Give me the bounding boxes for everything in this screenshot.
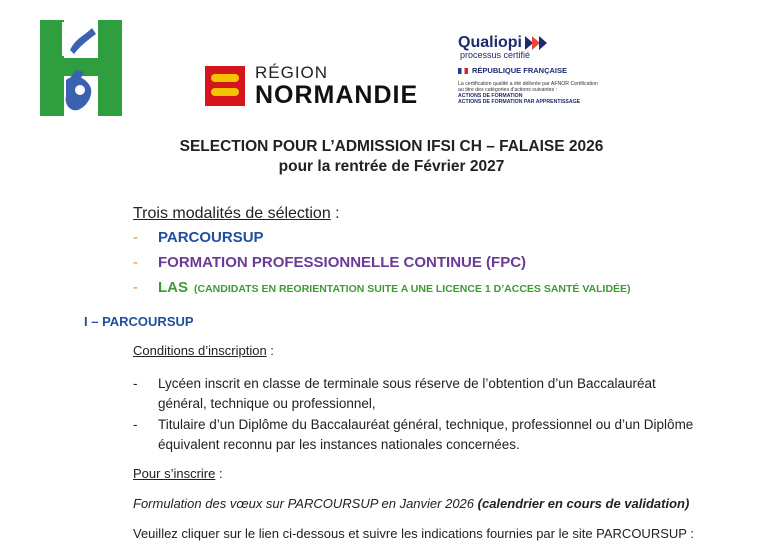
section-title-parcoursup: I – PARCOURSUP (84, 314, 194, 329)
modality-label: FORMATION PROFESSIONNELLE CONTINUE (FPC) (158, 254, 527, 271)
qualiopi-arrow-icon (525, 36, 547, 50)
modality-item-fpc: - FORMATION PROFESSIONNELLE CONTINUE (FPC) (133, 254, 527, 271)
qualiopi-subtitle: processus certifié (460, 50, 531, 60)
modality-item-las: - LAS (CANDIDATS EN REORIENTATION SUITE A UNE LICENCE 1 D’ACCES SANTÉ VALIDÉE) (133, 279, 631, 296)
list-item-text: Titulaire d’un Diplôme du Baccalauréat général, technique, professionnel ou d’un Diplôme équivalent reconnu par les instances nationales concernées. (158, 417, 694, 452)
list-item: - Lycéen inscrit en classe de terminale sous réserve de l’obtention d’un Baccalauréat général, technique ou professionnel, (133, 374, 703, 414)
click-instruction: Veuillez cliquer sur le lien ci-dessous et suivre les indications fournies par le site PARCOURSUP : (133, 526, 694, 541)
modality-detail: (CANDIDATS EN REORIENTATION SUITE A UNE LICENCE 1 D’ACCES SANTÉ VALIDÉE) (194, 283, 631, 295)
modality-label: LAS (158, 279, 188, 296)
cert-line: au titre des catégories d'actions suivantes : (458, 87, 558, 93)
modalities-heading: Trois modalités de sélection : (133, 205, 340, 222)
qualiopi-name: Qualiopi (458, 34, 522, 51)
modality-item-parcoursup: - PARCOURSUP (133, 229, 264, 246)
calendar-note: (calendrier en cours de validation) (477, 496, 690, 511)
cert-line: La certification qualité a été délivrée par AFNOR Certification (458, 81, 598, 87)
region-label: RÉGION (255, 63, 329, 82)
list-item: - Titulaire d’un Diplôme du Baccalauréat général, technique, professionnel ou d’un Diplôme équivalent reconnu par les instances nationales concernées. (133, 415, 703, 455)
republic-label: RÉPUBLIQUE FRANÇAISE (472, 66, 568, 75)
list-item-text: Lycéen inscrit en classe de terminale sous réserve de l’obtention d’un Baccalauréat général, technique ou professionnel, (158, 376, 656, 411)
page-title: SELECTION POUR L’ADMISSION IFSI CH – FALAISE 2026 (179, 138, 604, 155)
normandy-flag-icon (205, 66, 245, 106)
modalities-heading-text: Trois modalités de sélection (133, 205, 331, 222)
modality-label: PARCOURSUP (158, 229, 264, 246)
cert-action: ACTIONS DE FORMATION PAR APPRENTISSAGE (458, 99, 581, 105)
qualiopi-certification (458, 34, 658, 105)
region-name: NORMANDIE (255, 81, 419, 109)
formulation-text: Formulation des vœux sur PARCOURSUP en Janvier 2026 (calendrier en cours de validation) (133, 496, 690, 511)
conditions-heading: Conditions d’inscription : (133, 343, 274, 358)
register-heading: Pour s’inscrire : (133, 466, 223, 481)
cert-action: ACTIONS DE FORMATION (458, 93, 523, 99)
french-flag-icon (458, 68, 468, 74)
page-subtitle: pour la rentrée de Février 2027 (278, 158, 505, 175)
region-normandie-logo (205, 64, 418, 108)
hospital-h-logo-icon (40, 20, 122, 116)
